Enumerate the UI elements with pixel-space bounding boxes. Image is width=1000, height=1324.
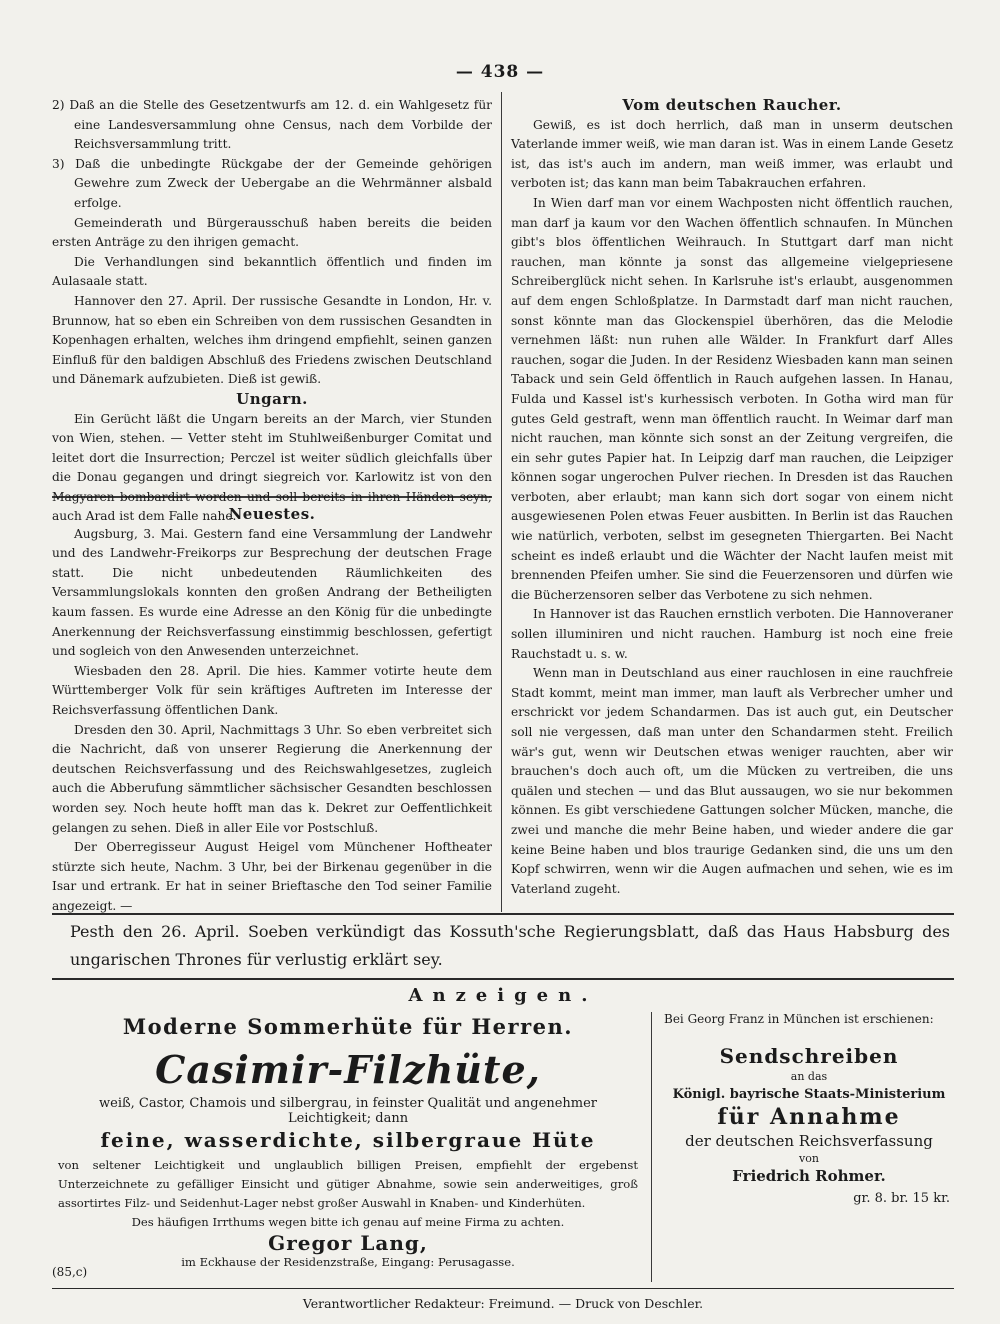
ad-publisher-line: Bei Georg Franz in München ist erschienen: [664, 1012, 934, 1026]
news-item-hannover: Hannover den 27. April. Der russische Gesandte in London, Hr. v. Brunnow, hat so eben ein Schreiben von dem russischen Gesandten in Kopenhagen erhalten, welches ihm dringend empfiehlt, seinen ganzen Einfluß für den baldigen Abschluß des Friedens zwischen Deutschland und Dänemark aufzubieten. Dieß ist gewiß. [52, 293, 492, 387]
ad-text: Königl. bayrische Staats-Ministerium [672, 1087, 946, 1102]
news-item-pesth: Pesth den 26. April. Soeben verkündigt das Kossuth'sche Regierungsblatt, daß das Haus Habsburg des ungarischen Thrones für verlustig erklärt sey. [70, 922, 950, 969]
ad-text: an das [790, 1070, 828, 1083]
paragraph: Die Verhandlungen sind bekanntlich öffentlich und finden im Aulasaale statt. [52, 254, 492, 289]
news-item-augsburg: Augsburg, 3. Mai. Gestern fand eine Versammlung der Landwehr und des Landwehr-Freikorps zur Besprechung der deutschen Frage statt. Die nicht unbedeutenden Räumlichkeiten des Versammlungslokals konnten den großen Andrang der Betheiligten kaum fassen. Es wurde eine Adresse an den König für die unbedingte Anerkennung der Reichsverfassung einstimmig beschlossen, gefertigt und sogleich von den Anwesenden unterzeichnet. [52, 526, 492, 659]
page-number: — 438 — [455, 62, 545, 82]
imprint-footer: Verantwortlicher Redakteur: Freimund. — Druck von Deschler. [302, 1296, 704, 1311]
demand-item-3: 3) Daß die unbedingte Rückgabe der der Gemeinde gehörigen Gewehre zum Zweck der Uebergabe an die Wehrmänner alsbald erfolge. [52, 156, 492, 210]
paragraph: In Hannover ist das Rauchen ernstlich verboten. Die Hannoveraner sollen illuminiren und nicht rauchen. Hamburg ist noch eine freie Rauchstadt u. s. w. [511, 607, 953, 661]
ad-text: weiß, Castor, Chamois und silbergrau, in feinster Qualität und angenehmer [99, 1096, 597, 1111]
ad-author: Friedrich Rohmer. [732, 1167, 886, 1185]
news-item-oberregisseur: Der Oberregisseur August Heigel vom Münchener Hoftheater stürzte sich heute, Nachm. 3 Uhr, bei der Birkenau gegenüber in die Isar und ertrank. Er hat in seiner Brieftasche den Tod seiner Familie angezeigt. — [52, 840, 492, 913]
ad-text: von [799, 1152, 819, 1165]
news-item-wiesbaden: Wiesbaden den 28. April. Die hies. Kammer votirte heute dem Württemberger Volk für sein kräftiges Auftreten im Interesse der Reichsverfassung öffentlichen Dank. [52, 663, 492, 717]
ad-code: (85,c) [52, 1265, 88, 1279]
footer-divider [52, 1288, 954, 1289]
paragraph: In Wien darf man vor einem Wachposten nicht öffentlich rauchen, man darf ja kaum vor den Wachen öffentlich schnaufen. In München gibt's blos öffentlichen Weihrauch. In Stuttgart darf man nicht rauchen, man könnte ja sonst das allgemeine vielgepriesene Schreiberglück nicht sehen. In Karlsruhe ist's erlaubt, ausgenommen auf dem engen Schloßplatze. In Darmstadt darf man nicht rauchen, sonst könnte man das Glockenspiel überhören, das die Melodie vernehmen läßt: nun ruhen alle Wälder. In Frankfurt darf Alles rauchen, sogar die Juden. In der Residenz Wiesbaden kann man seinen Taback und sein Geld öffentlich in Rauch aufgehen lassen. In Hanau, Fulda und Kassel ist's kurhessisch verboten. In Gotha wird man für gutes Geld gestraft, wenn man öffentlich raucht. In Weimar darf man nicht rauchen, man könnte sich sonst an der Zeitung vergreifen, die ein sehr gutes Papier hat. In Leipzig darf man rauchen, die Leipziger können sogar ungerochen Pulver riechen. In Dresden ist das Rauchen verboten, aber erlaubt; man kann sich dort sogar von einem nicht ausgewiesenen Polen etwas Feuer ausbitten. In Berlin ist das Rauchen wie natürlich, verboten, selbst im gesegneten Thiergarten. Bei Nacht scheint es indeß erlaubt und die Wächter der Nacht laufen meist mit brennenden Pfeifen umher. Sie sind die Feuerzensoren und dürfen wie die Bücherzensoren selber das Verbotene zu sich nehmen. [511, 195, 953, 602]
ad-body: von seltener Leichtigkeit und unglaublich billigen Preisen, empfiehlt der ergebenst Unterzeichnete zu gefälliger Einsicht und gütiger Abnahme, sowie sein anderweitiges, groß assortirtes Filz- und Seidenhut-Lager nebst großer Auswahl in Knaben- und Kinderhüten. [58, 1158, 638, 1210]
ad-book-subtitle: für Annahme [717, 1104, 901, 1130]
ads-heading: Anzeigen. [408, 985, 598, 1006]
paragraph: Gewiß, es ist doch herrlich, daß man in unserm deutschen Vaterlande immer weiß, wie man daran ist. Was in einem Lande Gesetz ist, das ist's auch im andern, man weiß immer, was erlaubt und verboten ist; das kann man beim Tabakrauchen erfahren. [511, 117, 953, 191]
ad-merchant-name: Gregor Lang, [268, 1231, 428, 1255]
ad-book-title: Sendschreiben [719, 1044, 899, 1068]
neuestes-section [52, 505, 492, 916]
ad-product-title: Casimir-Filzhüte, [155, 1047, 541, 1092]
column-divider [501, 92, 502, 912]
section-heading-neuestes: Neuestes. [228, 505, 316, 523]
advertisement-hats [52, 1010, 644, 1279]
article-heading-raucher: Vom deutschen Raucher. [622, 96, 842, 114]
paragraph: Gemeinderath und Bürgerausschuß haben bereits die beiden ersten Anträge zu den ihrigen gemacht. [52, 215, 492, 250]
ad-note: Des häufigen Irrthums wegen bitte ich genau auf meine Firma zu achten. [131, 1215, 565, 1229]
ad-product-subtitle: feine, wasserdichte, silbergraue Hüte [100, 1128, 596, 1152]
ad-text: Leichtigkeit; dann [287, 1111, 409, 1126]
section-divider [52, 913, 954, 915]
ad-price: gr. 8. br. 15 kr. [853, 1191, 950, 1206]
news-item-dresden: Dresden den 30. April, Nachmittags 3 Uhr. So eben verbreitet sich die Nachricht, daß von unserer Regierung die Anerkennung der deutschen Reichsverfassung und des Reichswahlgesetzes, zugleich auch die Abberufung sämmtlicher sächsischer Gesandten beschlossen worden sey. Noch heute hofft man das k. Dekret zur Oeffentlichkeit gelangen zu sehen. Dieß in aller Eile vor Postschluß. [52, 722, 492, 835]
ad-address: im Eckhause der Residenzstraße, Eingang: Perusagasse. [181, 1255, 515, 1269]
news-item-ungarn: Ein Gerücht läßt die Ungarn bereits an der March, vier Stunden von Wien, stehen. — Vetter steht im Stuhlweißenburger Comitat und leitet dort die Insurrection; Perczel ist weiter südlich gleichfalls über die Donau gegangen und dringt siegreich vor. Karlowitz ist von den Magyaren bombardirt worden und soll bereits in ihren Händen seyn; auch Arad ist dem Falle nahe. [52, 411, 492, 524]
section-heading-ungarn: Ungarn. [236, 389, 308, 408]
section-divider [52, 978, 954, 980]
ad-headline: Moderne Sommerhüte für Herren. [122, 1014, 574, 1039]
ad-text: der deutschen Reichsverfassung [685, 1132, 933, 1150]
advertisement-book [664, 1010, 954, 1206]
paragraph: Wenn man in Deutschland aus einer rauchlosen in eine rauchfreie Stadt kommt, meint man immer, man lauft als Verbrecher umher und erschrickt vor jedem Schandarmen. Das ist auch gut, ein Deutscher soll nie vergessen, daß man unter den Schandarmen steht. Freilich wär's gut, wenn wir Deutschen etwas weniger rauchten, aber wir brauchen's doch auch oft, um die Mücken zu vertreiben, die uns quälen und stechen — und das Blut aussaugen, wo sie nur bekommen können. Es gibt verschiedene Gattungen solcher Mücken, manche, die zwei und manche die mehr Beine haben, und wieder andere die gar keine Beine haben und blos traurige Gedanken sind, die uns um den Kopf schwirren, wenn wir die Augen aufmachen und sehen, wie es im Vaterland zugeht. [511, 666, 953, 896]
right-column [511, 96, 953, 899]
left-column [52, 96, 492, 527]
ads-column-divider [651, 1012, 652, 1282]
demand-item-2: 2) Daß an die Stelle des Gesetzentwurfs am 12. d. ein Wahlgesetz für eine Landesversammlung ohne Census, nach dem Vorbilde der Reichsversammlung tritt. [52, 98, 492, 152]
